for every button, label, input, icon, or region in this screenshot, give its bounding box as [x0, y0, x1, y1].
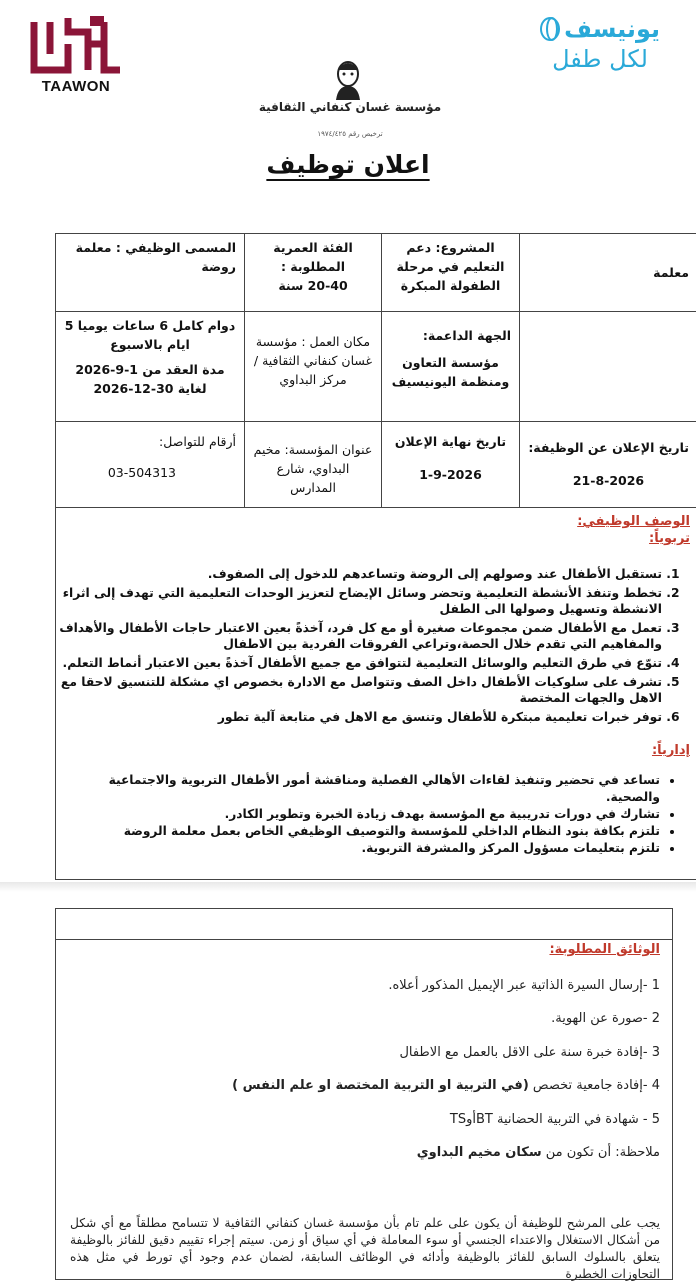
- hours-cell: دوام كامل 6 ساعات يوميا 5 ايام بالاسبوع مدة العقد من 1-9-2026 لغاية 30-12-2026: [56, 312, 245, 422]
- required-documents: [55, 908, 673, 1280]
- document-item: 2 -صورة عن الهوية.: [551, 1011, 660, 1026]
- contact-cell: أرقام للتواصل: 03-504313: [56, 422, 245, 508]
- document-item: 4 -إفادة جامعية تخصص (في التربية او التربية المختصة او علم النفس ): [232, 1078, 660, 1093]
- unicef-logo: [540, 14, 660, 84]
- unicef-tagline: لكل طفل: [540, 44, 660, 74]
- list-item: 4. تنوّع في طرق التعليم والوسائل التعليمية لتتوافق مع جميع الأطفال آخذةً بعين الاعتبار أنماط التعلم.: [56, 655, 662, 671]
- list-item: 1. تستقبل الأطفال عند وصولهم إلى الروضة وتساعدهم للدخول إلى الصفوف.: [56, 566, 662, 582]
- educational-title: تربوياً:: [56, 531, 690, 546]
- list-item: • تساعد في تحضير وتنفيذ لقاءات الأهالي الفصلية ومناقشة أمور الأطفال التربوية والاجتماعية والصحية.: [56, 772, 660, 806]
- list-item: 5. تشرف على سلوكيات الأطفال داخل الصف وتتواصل مع الادارة بخصوص اي مشكلة للتنسيق لاحقا مع الاهل والجهات المختصة: [56, 674, 662, 706]
- page-title: اعلان توظيف: [0, 150, 696, 179]
- empty-cell: [520, 312, 696, 422]
- job-title-cell: المسمى الوظيفي : معلمة روضة: [56, 234, 245, 312]
- project-cell: المشروع: دعم التعليم في مرحلة الطفولة المبكرة: [382, 234, 520, 312]
- foundation-license: ترخيص رقم ١٩٧٤/٤٢٥: [230, 130, 470, 138]
- end-date-cell: تاريخ نهاية الإعلان 1-9-2026: [382, 422, 520, 508]
- page-divider: [0, 882, 696, 892]
- taawon-mark-icon: [28, 14, 124, 76]
- description-title: الوصف الوظيفي:: [56, 514, 690, 529]
- address-cell: عنوان المؤسسة: مخيم البداوي، شارع المدارس: [245, 422, 382, 508]
- administrative-list: [56, 772, 690, 857]
- job-cell: معلمة: [520, 234, 696, 312]
- list-item: • تلتزم بكافة بنود النظام الداخلي للمؤسسة والتوصيف الوظيفي الخاص بعمل معلمة الروضة: [56, 823, 660, 840]
- foundation-logo: [230, 56, 470, 136]
- documents-title: الوثائق المطلوبة:: [549, 942, 660, 957]
- job-info-table: [55, 233, 696, 508]
- list-item: • تلتزم بتعليمات مسؤول المركز والمشرفة التربوية.: [56, 840, 660, 857]
- age-cell: الفئة العمرية المطلوبة : 20-40 سنة: [245, 234, 382, 312]
- portrait-icon: [326, 56, 370, 100]
- notice-text: يجب على المرشح للوظيفة أن يكون على علم تام بأن مؤسسة غسان كنفاني الثقافية لا تتسامح مطلقاً مع أي شكل من أشكال الاستغلال والاعتداء الجنسي أو سوء المعاملة في أي سياق أو زمن. سيتم إجراء تقييم دقيق للفائز بالوظيفة يتعلق بالسلوك السابق للفائز بالوظيفة وأدائه في الوظائف السابقة، لضمان عدم وجود أي تورط في مثل هذه التجاوزات الخطيرة: [70, 1215, 660, 1283]
- list-item: 3. تعمل مع الأطفال ضمن مجموعات صغيرة أو مع كل فرد، آخذةً بعين الاعتبار حاجات الأطفال والأهداف والمفاهيم التي تقدم خلال الحصة،وتراعي الفروقات الفردية بين الاطفال: [56, 620, 662, 652]
- taawon-logo: [26, 14, 126, 96]
- workplace-cell: مكان العمل : مؤسسة غسان كنفاني الثقافية / مركز البداوي: [245, 312, 382, 422]
- job-description: [55, 508, 696, 880]
- list-item: 6. توفر خبرات تعليمية مبتكرة للأطفال وتنسق مع الاهل في متابعة آلية تطور: [56, 709, 662, 725]
- foundation-name: مؤسسة غسان كنفاني الثقافية: [230, 100, 470, 114]
- list-item: • تشارك في دورات تدريبية مع المؤسسة بهدف زيادة الخبرة وتطوير الكادر.: [56, 806, 660, 823]
- divider: [56, 939, 672, 940]
- support-cell: الجهة الداعمة: مؤسسة التعاون ومنظمة اليونيسيف: [382, 312, 520, 422]
- administrative-title: إدارياً:: [56, 743, 690, 758]
- document-item: 1 -إرسال السيرة الذاتية عبر الإيميل المذكور أعلاه.: [388, 978, 660, 993]
- note: ملاحظة: أن تكون من سكان مخيم البداوي: [417, 1145, 660, 1160]
- educational-list: [56, 566, 690, 725]
- document-item: 3 -إفادة خبرة سنة على الاقل بالعمل مع الاطفال: [399, 1045, 660, 1060]
- unicef-name: يونيسف: [564, 14, 660, 44]
- list-item: 2. تخطط وتنفذ الأنشطة التعليمية وتحضر وسائل الإيضاح لتعزيز الوحدات التعليمية التي تهدف إلى اثراء الانشطة وتسهيل وصولها الى الطفل: [56, 585, 662, 617]
- taawon-wordmark: TAAWON: [26, 78, 126, 95]
- globe-icon: [540, 17, 560, 41]
- announce-date-cell: تاريخ الإعلان عن الوظيفة: 21-8-2026: [520, 422, 696, 508]
- document-item: 5 - شهادة في التربية الحضانية BTأوTS: [450, 1112, 660, 1127]
